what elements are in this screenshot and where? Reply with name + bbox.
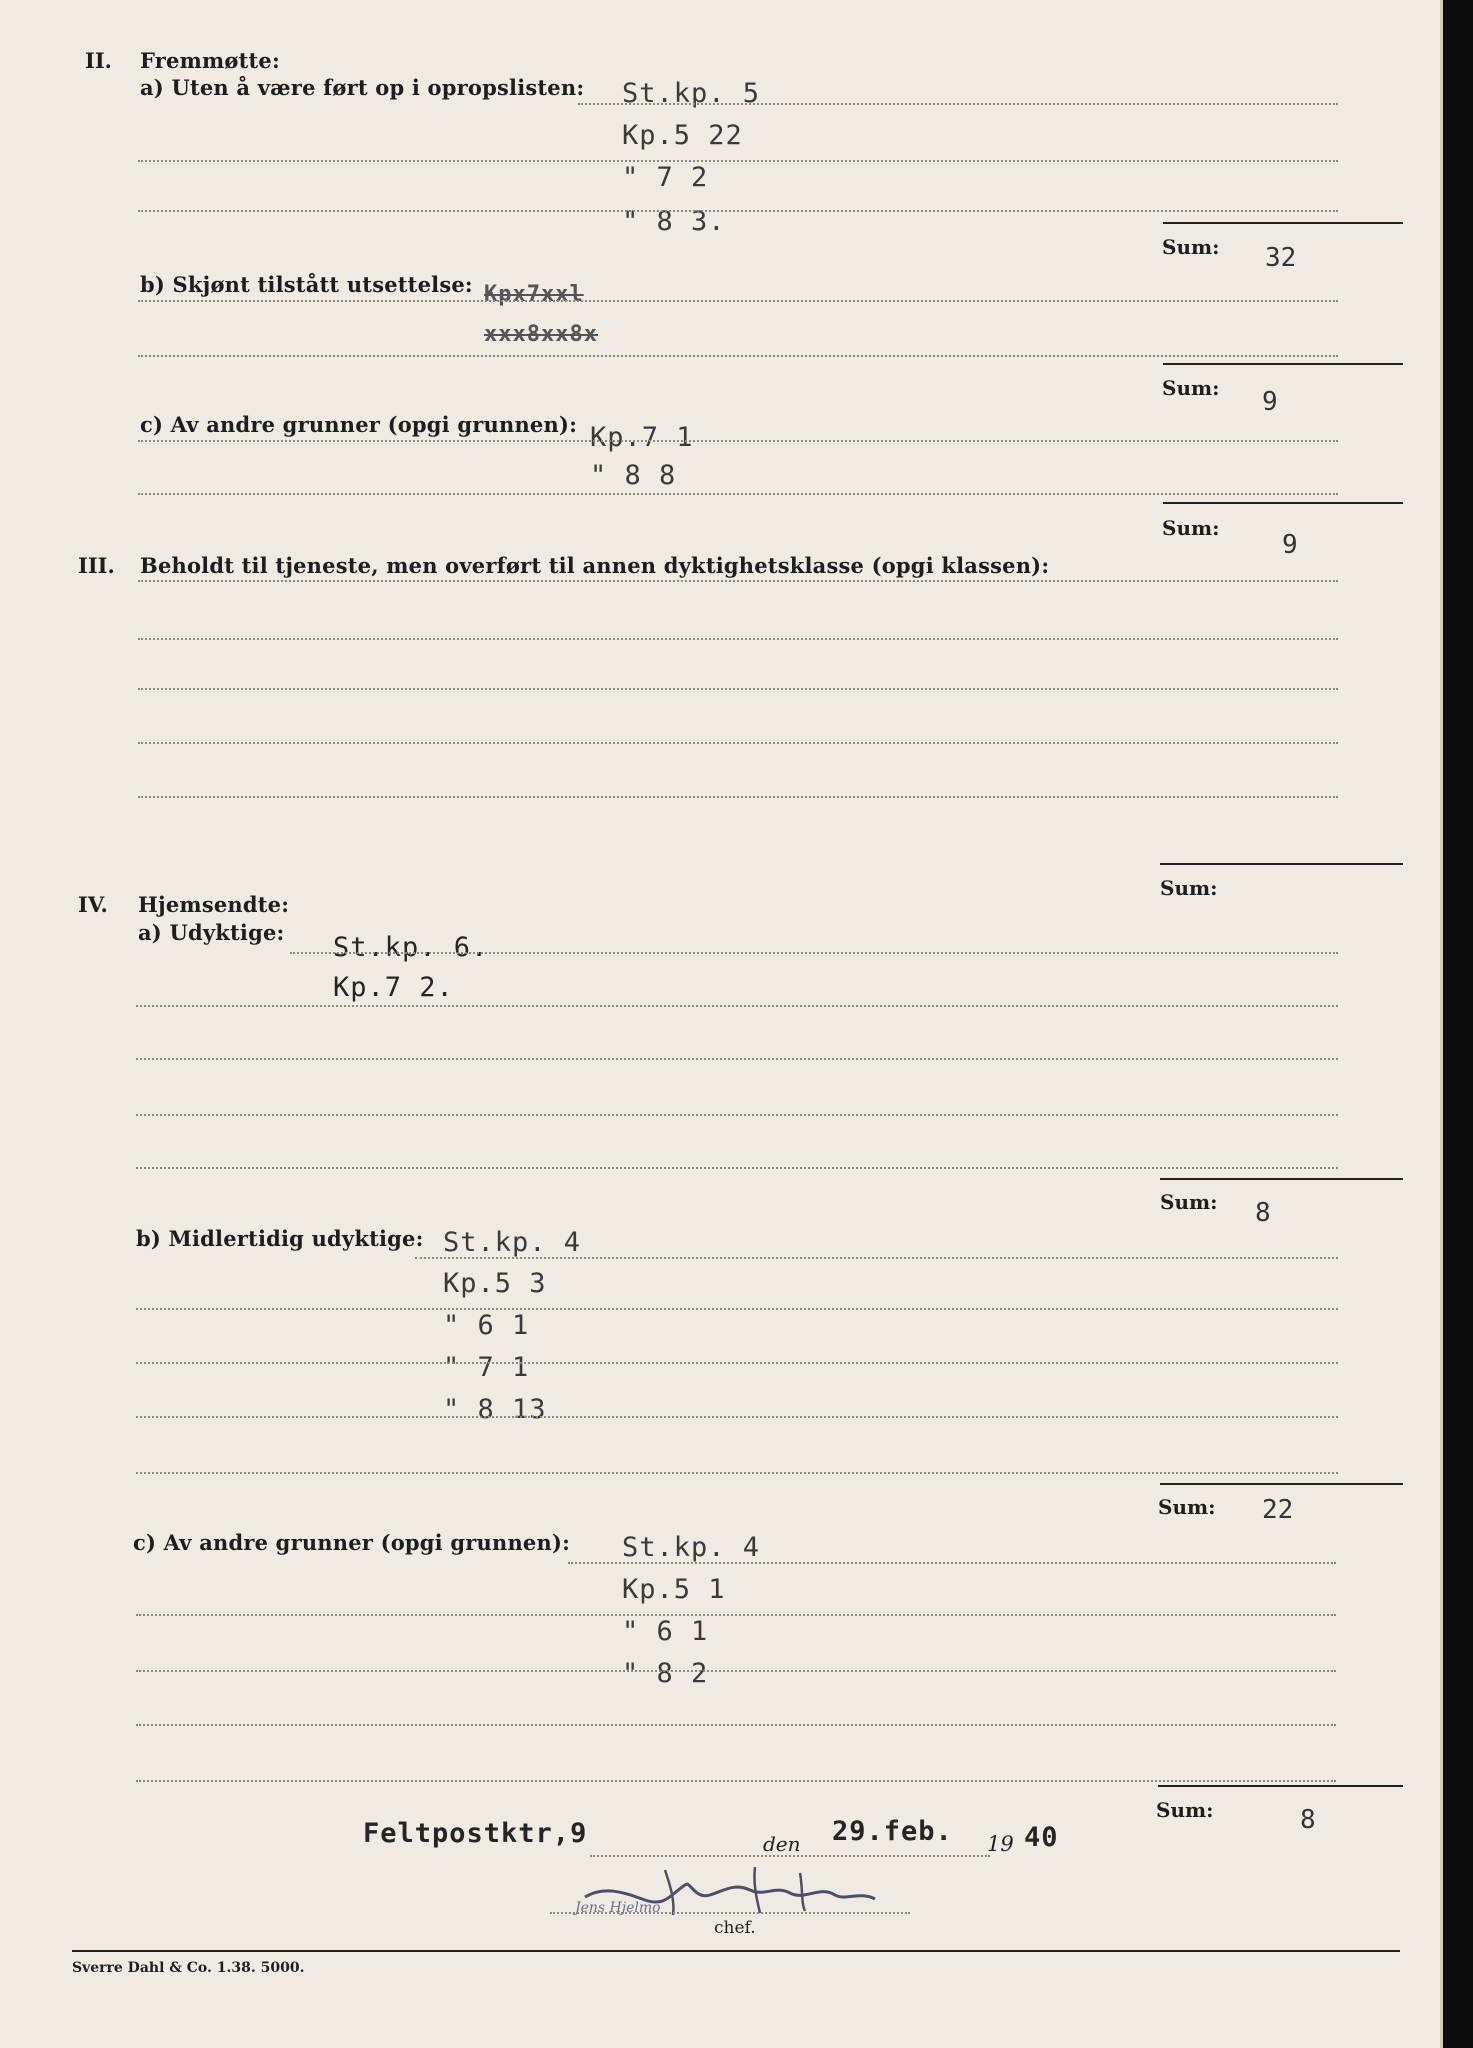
II-a-entry: " 7 2 (622, 162, 709, 193)
II-a-label: a) Uten å være ført op i opropslisten: (140, 75, 585, 100)
sum-rule (1160, 1483, 1403, 1485)
IV-a-label: a) Udyktige: (138, 920, 285, 945)
II-b-struck-entry: Kpx7xxl (484, 282, 584, 307)
dotted-line (138, 742, 1338, 744)
place: Feltpostktr,9 (363, 1818, 588, 1849)
II-c-label: c) Av andre grunner (opgi grunnen): (140, 412, 578, 437)
section-III-numeral: III. (78, 553, 115, 578)
IV-b-entry: " 8 13 (443, 1394, 547, 1425)
dotted-line (415, 1257, 1338, 1259)
dotted-line (138, 638, 1338, 640)
IV-b-entry: " 6 1 (443, 1310, 530, 1341)
II-a-entry: St.kp. 5 (622, 78, 761, 109)
dotted-line (136, 1167, 1338, 1169)
dotted-line (138, 300, 1338, 302)
date: 29.feb. (832, 1816, 953, 1847)
dotted-line (290, 952, 1338, 954)
dotted-line (136, 1614, 1336, 1616)
dotted-line (138, 210, 1338, 212)
dotted-line (136, 1724, 1336, 1726)
year-suffix: 40 (1024, 1822, 1059, 1853)
IV-a-sum-value: 8 (1255, 1198, 1271, 1228)
II-b-struck-entry: xxx8xx8x (484, 322, 598, 347)
dotted-line (136, 1670, 1336, 1672)
dotted-line (138, 580, 1338, 582)
dotted-line (136, 1472, 1338, 1474)
II-c-entry: Kp.7 1 (590, 422, 694, 453)
IV-b-entry: St.kp. 4 (443, 1227, 582, 1258)
IV-c-entry: " 6 1 (622, 1616, 709, 1647)
sum-rule (1163, 502, 1403, 504)
dotted-line (136, 1058, 1338, 1060)
dotted-line (136, 1416, 1338, 1418)
section-II-title: Fremmøtte: (140, 48, 280, 73)
dotted-line (138, 493, 1338, 495)
section-III-title: Beholdt til tjeneste, men overført til annen dyktighetsklasse (opgi klassen): (140, 553, 1050, 578)
signature-text: Jens Hjelmo (575, 1900, 661, 1916)
sum-rule (1163, 222, 1403, 224)
IV-c-label: c) Av andre grunner (opgi grunnen): (133, 1530, 571, 1555)
sum-rule (1160, 863, 1403, 865)
III-sum-label: Sum: (1160, 876, 1218, 900)
II-a-sum-label: Sum: (1162, 235, 1220, 259)
section-IV-title: Hjemsendte: (138, 892, 290, 917)
II-c-sum-label: Sum: (1162, 516, 1220, 540)
II-c-sum-value: 9 (1282, 530, 1298, 560)
dotted-line (138, 160, 1338, 162)
dotted-line (136, 1114, 1338, 1116)
IV-b-label: b) Midlertidig udyktige: (136, 1226, 424, 1251)
IV-b-entry: Kp.5 3 (443, 1268, 547, 1299)
II-a-sum-value: 32 (1265, 243, 1297, 273)
dotted-line (550, 1912, 910, 1914)
IV-a-entry: St.kp. 6. (333, 932, 489, 963)
den-label: den (763, 1832, 801, 1856)
signature-title: chef. (714, 1918, 756, 1938)
dotted-line (138, 440, 1338, 442)
dotted-line (138, 355, 1338, 357)
IV-c-entry: St.kp. 4 (622, 1532, 761, 1563)
dotted-line (136, 1005, 1338, 1007)
dotted-line (578, 103, 1338, 105)
dotted-line (138, 796, 1338, 798)
section-IV-numeral: IV. (78, 892, 108, 917)
IV-a-entry: Kp.7 2. (333, 972, 454, 1003)
section-II-numeral: II. (85, 48, 112, 73)
sum-rule (1158, 1785, 1403, 1787)
IV-a-sum-label: Sum: (1160, 1190, 1218, 1214)
II-b-label: b) Skjønt tilstått utsettelse: (140, 272, 473, 297)
IV-b-sum-value: 22 (1262, 1495, 1294, 1525)
dotted-line (138, 688, 1338, 690)
dotted-line (136, 1308, 1338, 1310)
IV-c-sum-label: Sum: (1156, 1798, 1214, 1822)
IV-b-sum-label: Sum: (1158, 1495, 1216, 1519)
sum-rule (1163, 363, 1403, 365)
dotted-line (568, 1562, 1336, 1564)
IV-c-sum-value: 8 (1300, 1805, 1316, 1835)
sum-rule (1160, 1178, 1403, 1180)
IV-b-entry: " 7 1 (443, 1352, 530, 1383)
II-b-sum-value: 9 (1262, 387, 1278, 417)
printer-imprint: Sverre Dahl & Co. 1.38. 5000. (72, 1960, 305, 1976)
II-b-sum-label: Sum: (1162, 376, 1220, 400)
IV-c-entry: " 8 2 (622, 1658, 709, 1689)
dotted-line (136, 1780, 1336, 1782)
dotted-line (136, 1362, 1338, 1364)
year-prefix: 19 (987, 1832, 1014, 1856)
II-a-entry: " 8 3. (622, 206, 726, 237)
II-c-entry: " 8 8 (590, 460, 677, 491)
II-a-entry: Kp.5 22 (622, 120, 743, 151)
footer-rule (72, 1950, 1400, 1952)
IV-c-entry: Kp.5 1 (622, 1574, 726, 1605)
